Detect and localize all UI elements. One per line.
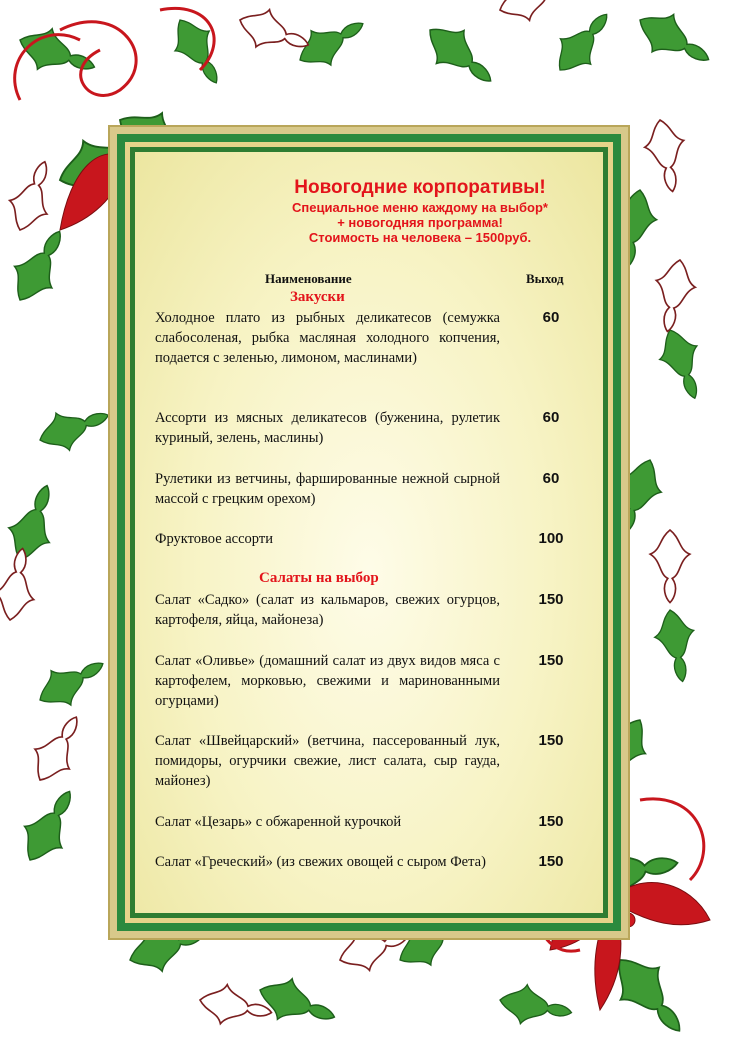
menu-title: Новогодние корпоративы! <box>294 177 546 198</box>
column-header-yield: Выход <box>526 271 564 286</box>
menu-item-name: Салат «Садко» (салат из кальмаров, свежих огурцов, картофеля, яйца, майонеза) <box>155 592 500 628</box>
menu-item-yield: 150 <box>538 813 564 830</box>
menu-item-yield: 150 <box>538 652 564 669</box>
menu-price: Стоимость на человека – 1500руб. <box>308 230 532 245</box>
menu-item-name: Салат «Оливье» (домашний салат из двух видов мяса с картофелем, морковью, свежими и маринованными огурцами) <box>155 653 500 709</box>
menu-header <box>240 176 600 245</box>
menu-item-yield: 150 <box>538 853 564 870</box>
column-header-name: Наименование <box>265 271 352 286</box>
menu-item-name: Фруктовое ассорти <box>155 531 273 547</box>
menu-item-name: Холодное плато из рыбных деликатесов (семужка слабосоленая, рыбка масляная холодного копчения, подается с зеленью, лимоном, маслинами) <box>155 310 500 366</box>
menu-item-name: Салат «Цезарь» с обжаренной курочкой <box>155 814 402 830</box>
menu-item-yield: 150 <box>538 591 564 608</box>
section-title-salads: Салаты на выбор <box>259 570 379 586</box>
menu-item-yield: 60 <box>542 470 560 487</box>
menu-item-name: Рулетики из ветчины, фаршированные нежной сырной массой с грецким орехом) <box>155 471 500 507</box>
menu-item-yield: 60 <box>542 309 560 326</box>
menu-item-name: Салат «Греческий» (из свежих овощей с сыром Фета) <box>155 854 486 870</box>
menu-subtitle-2: + новогодняя программа! <box>337 215 503 230</box>
section-title-appetizers: Закуски <box>290 289 345 305</box>
menu-item-yield: 150 <box>538 732 564 749</box>
menu-item-yield: 100 <box>538 530 564 547</box>
menu-item-name: Салат «Швейцарский» (ветчина, пассерованный лук, помидоры, огурчики свежие, лист салата, сыр гауда, майонез) <box>155 733 500 789</box>
menu-item-yield: 60 <box>542 409 560 426</box>
menu-item-name: Ассорти из мясных деликатесов (буженина, рулетик куриный, зелень, маслины) <box>155 410 500 446</box>
menu-subtitle-1: Специальное меню каждому на выбор* <box>291 200 548 215</box>
